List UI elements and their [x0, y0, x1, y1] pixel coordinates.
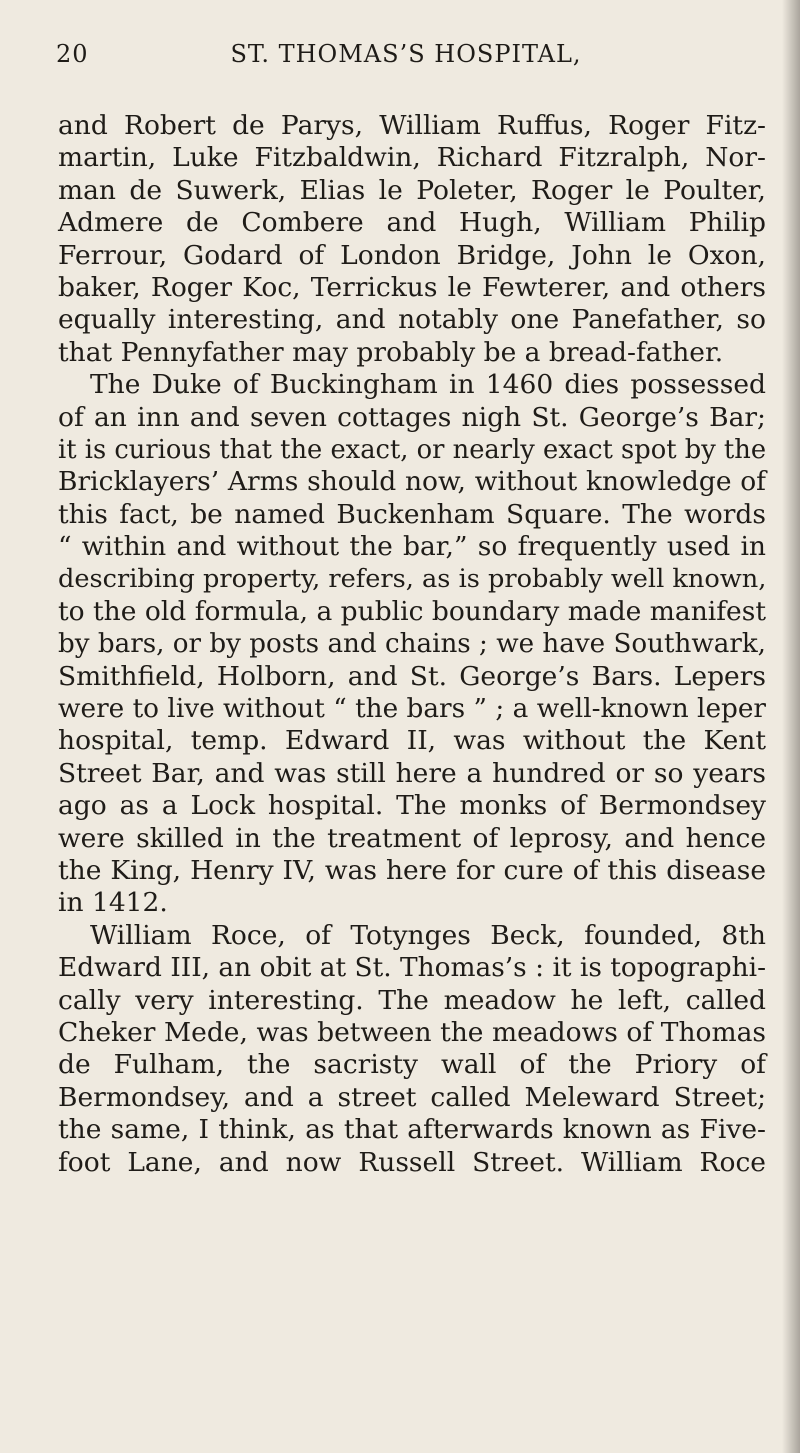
page-number: 20 [56, 40, 89, 68]
text-line: Bricklayers’ Arms should now, without knowledge of [58, 466, 766, 498]
text-line: William Roce, of Totynges Beck, founded, 8th [90, 919, 766, 951]
text-line: were skilled in the treatment of leprosy, and hence [58, 822, 766, 854]
text-line: equally interesting, and notably one Panefather, so [58, 304, 766, 336]
text-line: this fact, be named Buckenham Square. The words [58, 498, 766, 530]
text-line: the same, I think, as that afterwards known as Five- [58, 1114, 766, 1146]
text-line: that Pennyfather may probably be a bread-father. [58, 336, 724, 368]
body-text [58, 110, 766, 1179]
text-line: The Duke of Buckingham in 1460 dies possessed [90, 369, 766, 401]
text-line: man de Suwerk, Elias le Poleter, Roger le Poulter, [58, 174, 766, 206]
text-line: martin, Luke Fitzbaldwin, Richard Fitzralph, Nor- [58, 142, 766, 174]
text-line: Street Bar, and was still here a hundred or so years [58, 757, 766, 789]
text-line: in 1412. [58, 887, 168, 919]
text-line: foot Lane, and now Russell Street. William Roce [58, 1146, 766, 1178]
text-line: it is curious that the exact, or nearly exact spot by the [58, 434, 767, 465]
text-line: baker, Roger Koc, Terrickus le Fewterer, and others [58, 271, 766, 303]
text-line: hospital, temp. Edward II, was without the Kent [58, 725, 766, 757]
text-line: Ferrour, Godard of London Bridge, John le Oxon, [58, 239, 766, 271]
text-line: describing property, refers, as is probably well known, [58, 564, 767, 595]
page-header [56, 40, 756, 80]
text-line: to the old formula, a public boundary made manifest [58, 595, 766, 627]
text-line: Smithfield, Holborn, and St. George’s Bars. Lepers [58, 660, 766, 692]
text-line: Bermondsey, and a street called Meleward Street; [58, 1081, 766, 1113]
text-line: ago as a Lock hospital. The monks of Bermondsey [58, 790, 766, 822]
text-line: de Fulham, the sacristy wall of the Priory of [58, 1049, 766, 1081]
text-line: the King, Henry IV, was here for cure of this disease [58, 854, 766, 886]
text-line: by bars, or by posts and chains ; we have Southwark, [58, 629, 766, 660]
text-line: Cheker Mede, was between the meadows of Thomas [58, 1016, 766, 1048]
running-head: ST. THOMAS’S HOSPITAL, [230, 40, 582, 68]
text-line: Admere de Combere and Hugh, William Philip [58, 207, 766, 239]
text-line: were to live without “ the bars ” ; a well-known leper [58, 694, 766, 725]
text-line: cally very interesting. The meadow he left, called [58, 984, 766, 1016]
text-line: of an inn and seven cottages nigh St. George’s Bar; [58, 401, 766, 433]
text-line: Edward III, an obit at St. Thomas’s : it is topographi- [58, 953, 766, 984]
text-line: “ within and without the bar,” so frequently used in [58, 531, 766, 563]
page-edge-shadow [782, 0, 800, 1453]
text-line: and Robert de Parys, William Ruffus, Roger Fitz- [58, 110, 766, 141]
